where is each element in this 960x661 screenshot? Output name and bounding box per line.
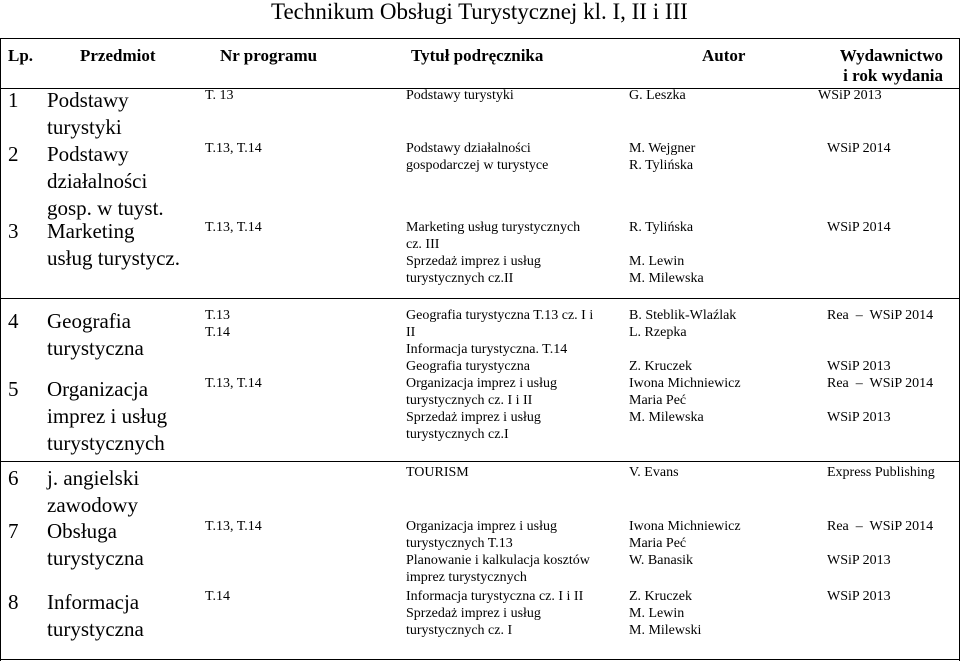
row-5-title-line: Sprzedaż imprez i usług <box>406 410 541 425</box>
row-4-author-line: B. Steblik-Wlaźlak <box>629 308 737 323</box>
row-6-subject-line: j. angielski <box>47 466 140 490</box>
table-bottom-rule <box>0 659 960 660</box>
row-4-author-line: L. Rzepka <box>629 325 687 340</box>
row-4-publisher-line: WSiP 2013 <box>827 359 891 374</box>
row-4-author-line: Z. Kruczek <box>629 359 692 374</box>
row-1-author: G. Leszka <box>629 88 686 103</box>
row-3-subject-line: usług turystycz. <box>47 246 180 270</box>
row-6-title: TOURISM <box>406 465 469 480</box>
row-7-publisher-line: WSiP 2013 <box>827 553 891 568</box>
row-8-publisher: WSiP 2013 <box>827 589 891 604</box>
row-4-subject-line: Geografia <box>47 309 131 333</box>
row-3-title-line: cz. III <box>406 237 440 252</box>
row-3-author-line: R. Tylińska <box>629 220 694 235</box>
row-1-publisher: WSiP 2013 <box>818 88 882 103</box>
row-3-lp: 3 <box>8 219 19 243</box>
row-8-lp: 8 <box>8 590 19 614</box>
header-tytul: Tytuł podręcznika <box>411 46 544 65</box>
header-autor: Autor <box>702 46 746 65</box>
row-2-author-line: M. Wejgner <box>629 141 696 156</box>
row-rule <box>0 461 960 462</box>
row-7-subject-line: Obsługa <box>47 519 117 543</box>
row-4-title-line: II <box>406 325 416 340</box>
row-4-lp: 4 <box>8 309 19 333</box>
row-2-lp: 2 <box>8 142 19 166</box>
table-top-rule <box>0 38 960 39</box>
row-5-title-line: turystycznych cz.I <box>406 427 509 442</box>
row-8-title-line: Sprzedaż imprez i usług <box>406 606 541 621</box>
row-7-title-line: imprez turystycznych <box>406 570 527 585</box>
row-2-author-line: R. Tylińska <box>629 158 694 173</box>
row-8-title-line: Informacja turystyczna cz. I i II <box>406 589 584 604</box>
row-2-subject-line: Podstawy <box>47 142 129 166</box>
row-8-author-line: M. Milewski <box>629 623 702 638</box>
row-2-subject-line: gosp. w tuyst. <box>47 196 164 220</box>
row-5-title-line: turystycznych cz. I i II <box>406 393 533 408</box>
row-7-author-line: W. Banasik <box>629 553 694 568</box>
row-6-publisher: Express Publishing <box>827 465 935 480</box>
header-wydawnictwo: Wydawnictwo <box>839 46 943 65</box>
row-3-author-line: M. Milewska <box>629 271 704 286</box>
row-2-subject-line: działalności <box>47 169 148 193</box>
header-rok-wydania: i rok wydania <box>843 66 943 85</box>
row-3-program: T.13, T.14 <box>205 220 262 235</box>
row-5-subject-line: turystycznych <box>47 431 165 455</box>
row-4-title-line: Informacja turystyczna. T.14 <box>406 342 568 357</box>
row-6-author: V. Evans <box>629 465 679 480</box>
row-5-program: T.13, T.14 <box>205 376 262 391</box>
row-4-program-line: T.14 <box>205 325 231 340</box>
row-5-author-line: Iwona Michniewicz <box>629 376 741 391</box>
row-7-title-line: turystycznych T.13 <box>406 536 513 551</box>
row-5-author-line: M. Milewska <box>629 410 704 425</box>
row-8-subject-line: turystyczna <box>47 617 144 641</box>
row-6-subject-line: zawodowy <box>47 493 138 517</box>
row-7-lp: 7 <box>8 519 19 543</box>
row-2-program: T.13, T.14 <box>205 141 262 156</box>
row-8-program: T.14 <box>205 589 231 604</box>
row-7-subject-line: turystyczna <box>47 546 144 570</box>
row-2-title-line: gospodarczej w turystyce <box>406 158 549 173</box>
header-przedmiot: Przedmiot <box>80 46 156 65</box>
row-2-publisher: WSiP 2014 <box>827 141 891 156</box>
row-7-author-line: Iwona Michniewicz <box>629 519 741 534</box>
row-5-publisher-line: Rea – WSiP 2014 <box>827 376 934 391</box>
row-3-title-line: Sprzedaż imprez i usług <box>406 254 541 269</box>
row-2-title-line: Podstawy działalności <box>406 141 531 156</box>
row-6-lp: 6 <box>8 466 19 490</box>
row-7-program: T.13, T.14 <box>205 519 262 534</box>
header-lp: Lp. <box>8 46 34 65</box>
row-5-author-line: Maria Peć <box>629 393 687 408</box>
row-7-title-line: Planowanie i kalkulacja kosztów <box>406 553 590 568</box>
row-3-title-line: Marketing usług turystycznych <box>406 220 581 235</box>
row-3-author-line: M. Lewin <box>629 254 685 269</box>
row-4-publisher-line: Rea – WSiP 2014 <box>827 308 934 323</box>
row-7-title-line: Organizacja imprez i usług <box>406 519 557 534</box>
row-rule <box>0 298 960 299</box>
document-title: Technikum Obsługi Turystycznej kl. I, II i III <box>271 0 688 24</box>
row-1-subject-line: Podstawy <box>47 88 129 112</box>
row-5-title-line: Organizacja imprez i usług <box>406 376 557 391</box>
row-3-title-line: turystycznych cz.II <box>406 271 514 286</box>
row-3-subject-line: Marketing <box>47 219 135 243</box>
table-left-border <box>0 38 1 661</box>
row-8-author-line: Z. Kruczek <box>629 589 692 604</box>
row-5-publisher-line: WSiP 2013 <box>827 410 891 425</box>
row-7-author-line: Maria Peć <box>629 536 687 551</box>
row-8-subject-line: Informacja <box>47 590 140 614</box>
row-5-subject-line: Organizacja <box>47 377 149 401</box>
row-1-lp: 1 <box>8 88 19 112</box>
row-3-publisher: WSiP 2014 <box>827 220 891 235</box>
row-5-lp: 5 <box>8 377 19 401</box>
row-4-title-line: Geografia turystyczna T.13 cz. I i <box>406 308 594 323</box>
row-1-title-line: Podstawy turystyki <box>406 88 514 103</box>
row-8-author-line: M. Lewin <box>629 606 685 621</box>
row-1-subject-line: turystyki <box>47 115 122 139</box>
row-4-title-line: Geografia turystyczna <box>406 359 530 374</box>
row-1-program: T. 13 <box>205 88 234 103</box>
row-8-title-line: turystycznych cz. I <box>406 623 513 638</box>
row-7-publisher-line: Rea – WSiP 2014 <box>827 519 934 534</box>
row-4-subject-line: turystyczna <box>47 336 144 360</box>
header-nr-programu: Nr programu <box>220 46 318 65</box>
row-4-program-line: T.13 <box>205 308 231 323</box>
row-5-subject-line: imprez i usług <box>47 404 168 428</box>
